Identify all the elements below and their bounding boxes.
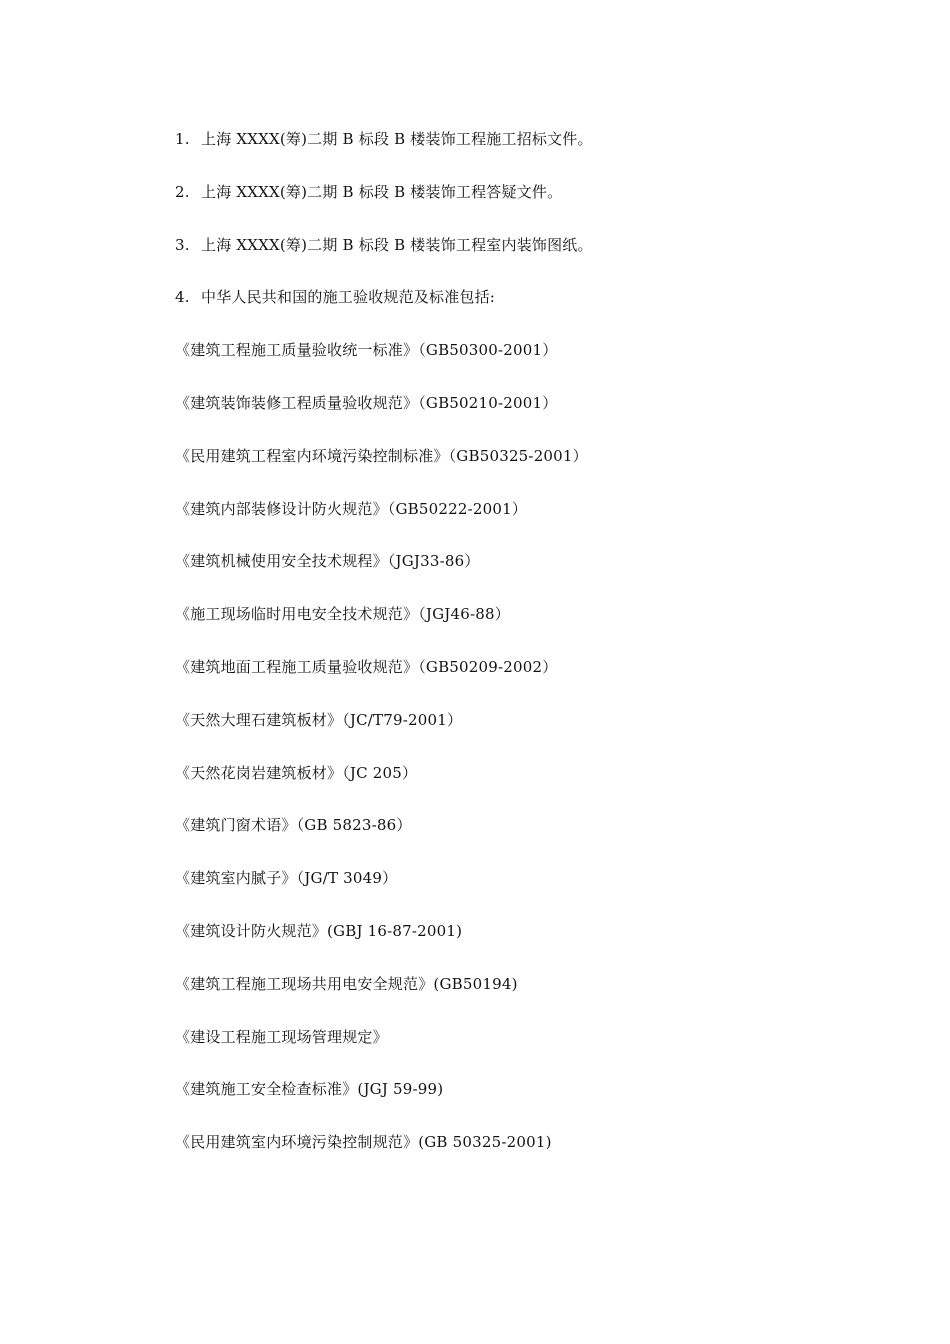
numbered-item-1 <box>175 126 875 179</box>
standard-item-10: 《建筑门窗术语》（GB 5823-86） <box>175 816 412 835</box>
item-number: 4. <box>175 288 190 307</box>
item-text: 上海 XXXX(筹)二期 B 标段 B 楼装饰工程室内装饰图纸。 <box>201 235 593 254</box>
standard-item-9: 《天然花岗岩建筑板材》（JC 205） <box>175 763 418 782</box>
standard-item-13: 《建筑工程施工现场共用电安全规范》(GB50194) <box>175 974 518 993</box>
standard-item-11: 《建筑室内腻子》（JG/T 3049） <box>175 869 398 888</box>
standard-item-15: 《建筑施工安全检查标准》(JGJ 59-99) <box>175 1080 444 1099</box>
item-text: 上海 XXXX(筹)二期 B 标段 B 楼装饰工程施工招标文件。 <box>201 130 593 148</box>
standard-item-16: 《民用建筑室内环境污染控制规范》(GB 50325-2001) <box>175 1133 552 1152</box>
numbered-item-2 <box>175 179 875 232</box>
standard-item-6: 《施工现场临时用电安全技术规范》（JGJ46-88） <box>175 605 510 624</box>
standard-item-8: 《天然大理石建筑板材》（JC/T79-2001） <box>175 710 463 729</box>
standard-item-14: 《建设工程施工现场管理规定》 <box>175 1027 388 1046</box>
document-body <box>175 126 875 1182</box>
standard-item-2: 《建筑装饰装修工程质量验收规范》（GB50210-2001） <box>175 393 558 412</box>
item-text: 中华人民共和国的施工验收规范及标准包括: <box>201 288 496 307</box>
standard-item-4: 《建筑内部装修设计防火规范》（GB50222-2001） <box>175 499 528 518</box>
standard-item-1: 《建筑工程施工质量验收统一标准》（GB50300-2001） <box>175 341 558 360</box>
item-number: 2. <box>175 182 190 201</box>
standard-item-5: 《建筑机械使用安全技术规程》（JGJ33-86） <box>175 552 480 571</box>
standard-item-12: 《建筑设计防火规范》(GBJ 16-87-2001) <box>175 921 463 940</box>
standard-item-7: 《建筑地面工程施工质量验收规范》（GB50209-2002） <box>175 657 558 676</box>
item-number: 1. <box>175 130 190 148</box>
standard-item-3: 《民用建筑工程室内环境污染控制标准》（GB50325-2001） <box>175 446 588 465</box>
numbered-item-3 <box>175 232 875 285</box>
item-text: 上海 XXXX(筹)二期 B 标段 B 楼装饰工程答疑文件。 <box>201 182 563 201</box>
item-number: 3. <box>175 235 190 254</box>
numbered-item-4 <box>175 284 875 337</box>
